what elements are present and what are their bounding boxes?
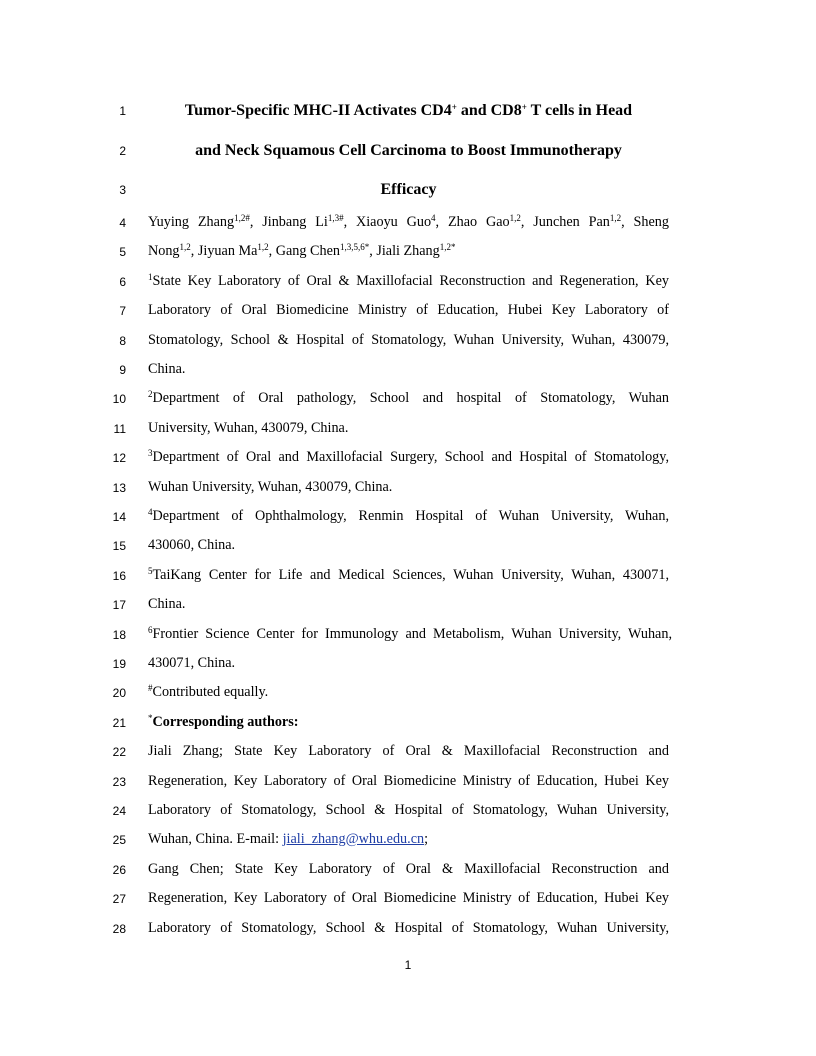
affiliation-4-line-2: 430060, China. (148, 537, 236, 553)
email-link[interactable]: jiali_zhang@whu.edu.cn (282, 831, 425, 847)
affiliation-5-line-2: China. (148, 596, 186, 612)
equal-contribution-note: #Contributed equally. (148, 683, 269, 700)
affiliation-6-line-1: $^6$Frontier Science Center for Immunology and Metabolism, Wuhan University, Wuhan, (148, 625, 672, 642)
affiliation-6-line-2: 430071, China. (148, 655, 236, 671)
affiliation-3-line-2: Wuhan University, Wuhan, 430079, China. (148, 479, 393, 495)
line-number: 23 (112, 775, 126, 789)
line-number: 22 (112, 745, 126, 759)
corresponding-zhang-line-1: Jiali Zhang; State Key Laboratory of Oral & Maxillofacial Reconstruction and (148, 743, 669, 759)
line-number: 14 (112, 510, 126, 524)
line-number: 20 (112, 686, 126, 700)
line-number: 24 (112, 804, 126, 818)
line-number: 19 (112, 657, 126, 671)
line-number: 9 (119, 363, 126, 377)
affiliation-1-line-4: China. (148, 361, 186, 377)
line-number: 17 (112, 598, 126, 612)
corresponding-chen-line-3: Laboratory of Stomatology, School & Hospital of Stomatology, Wuhan University, (148, 920, 669, 936)
line-number: 15 (112, 539, 126, 553)
line-number: 5 (119, 245, 126, 259)
affiliation-1-line-3: Stomatology, School & Hospital of Stomatology, Wuhan University, Wuhan, 430079, (148, 332, 669, 348)
line-number: 25 (112, 833, 126, 847)
corresponding-zhang-line-4: Wuhan, China. E-mail: jiali_zhang@whu.edu.cn; (148, 831, 429, 847)
line-number: 27 (112, 892, 126, 906)
author-list-line-1: Yuying Zhang$^{1,2\#}$, Jinbang $Li^{1,3\#}$, Xiaoyu Guo$^4$, Zhao Gao$^{1,2}$, Junchen Pan$^{1,2}$, Sheng (148, 213, 669, 230)
line-number: 16 (112, 569, 126, 583)
corresponding-chen-line-2: Regeneration, Key Laboratory of Oral Biomedicine Ministry of Education, Hubei Key (148, 890, 669, 906)
affiliation-2-line-2: University, Wuhan, 430079, China. (148, 420, 349, 436)
page-number: 1 (404, 958, 412, 972)
corresponding-chen-line-1: Gang Chen; State Key Laboratory of Oral & Maxillofacial Reconstruction and (148, 861, 669, 877)
paper-title-line-3: Efficacy (380, 181, 437, 198)
affiliation-3-line-1: $^3$Department of Oral and Maxillofacial Surgery, School and Hospital of Stomatology, (148, 448, 669, 465)
affiliation-1-line-1: $^1$State Key Laboratory of Oral & Maxillofacial Reconstruction and Regeneration, Key (148, 272, 669, 289)
line-number: 2 (119, 144, 126, 158)
affiliation-2-line-1: $^2$Department of Oral pathology, School and hospital of Stomatology, Wuhan (148, 389, 669, 406)
line-number: 28 (112, 922, 126, 936)
line-number: 4 (119, 216, 126, 230)
corresponding-authors-heading: *Corresponding authors: (148, 713, 299, 730)
line-number: 21 (112, 716, 126, 730)
line-number: 18 (112, 628, 126, 642)
line-number: 7 (119, 304, 126, 318)
line-number: 6 (119, 275, 126, 289)
affiliation-5-line-1: $^5$TaiKang Center for Life and Medical Sciences, Wuhan University, Wuhan, 430071, (148, 566, 669, 583)
affiliation-4-line-1: $^4$Department of Ophthalmology, Renmin Hospital of Wuhan University, Wuhan, (148, 507, 669, 524)
corresponding-zhang-line-2: Regeneration, Key Laboratory of Oral Biomedicine Ministry of Education, Hubei Key (148, 773, 669, 789)
paper-title-line-1: Tumor-Specific MHC-II Activates CD4+ and CD8+ T cells in Head (184, 102, 633, 119)
line-number: 10 (112, 392, 126, 406)
line-number: 3 (119, 183, 126, 197)
corresponding-zhang-line-3: Laboratory of Stomatology, School & Hospital of Stomatology, Wuhan University, (148, 802, 669, 818)
line-number: 11 (113, 422, 126, 436)
line-number: 1 (119, 104, 126, 118)
line-number: 8 (119, 334, 126, 348)
line-number: 13 (112, 481, 126, 495)
paper-title-line-2: and Neck Squamous Cell Carcinoma to Boost Immunotherapy (195, 142, 622, 159)
affiliation-1-line-2: Laboratory of Oral Biomedicine Ministry of Education, Hubei Key Laboratory of (148, 302, 669, 318)
line-number: 26 (112, 863, 126, 877)
author-list-line-2: Nong$^{1,2}$, Jiyuan Ma$^{1,2}$, Gang Chen$^{1,3,5,6*}$, Jiali Zhang$^{1,2*}$ (148, 242, 456, 259)
line-number: 12 (112, 451, 126, 465)
